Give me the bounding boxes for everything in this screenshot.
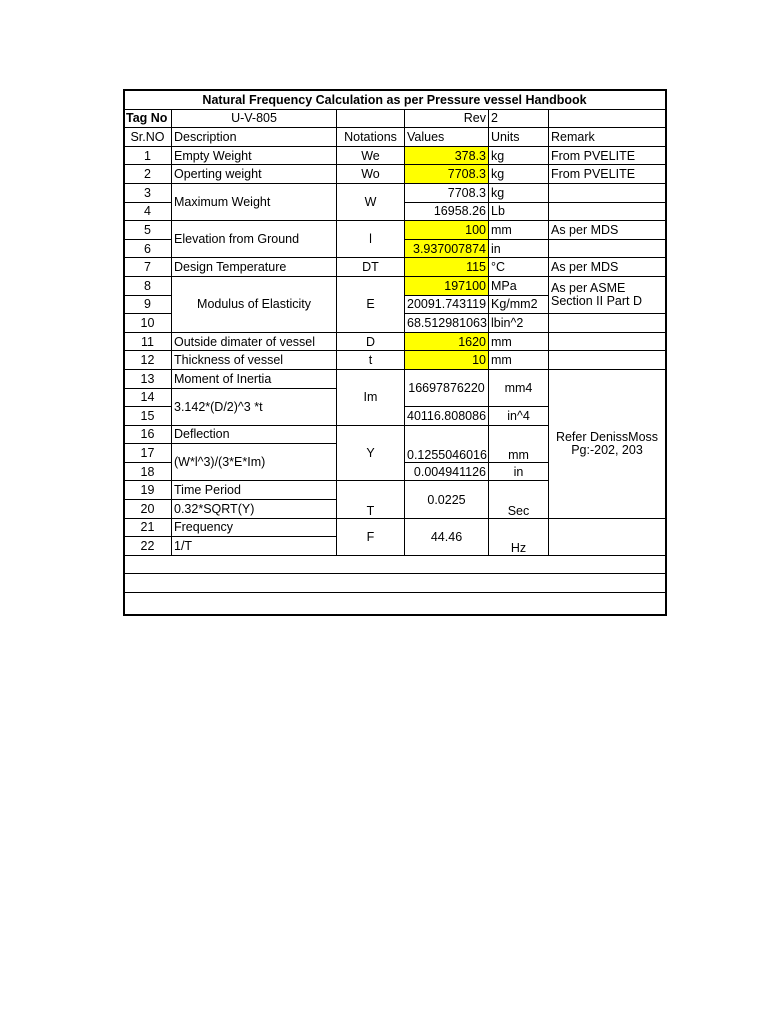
- unit-cell: mm: [489, 425, 549, 462]
- rev-label: Rev: [405, 109, 489, 128]
- unit-cell: in^4: [489, 407, 549, 426]
- value-cell: 16697876220: [405, 369, 489, 406]
- value-cell: 68.512981063: [405, 314, 489, 333]
- remark-cell: As per MDS: [549, 258, 666, 277]
- title-row: [124, 90, 666, 109]
- sr-cell: 8: [124, 276, 172, 295]
- description-cell: Empty Weight: [172, 146, 337, 165]
- description-cell: Design Temperature: [172, 258, 337, 277]
- value-cell: 7708.3: [405, 183, 489, 202]
- sr-cell: 19: [124, 481, 172, 500]
- sr-cell: 5: [124, 221, 172, 240]
- remark-cell: [549, 369, 666, 518]
- unit-cell: kg: [489, 165, 549, 184]
- notation-cell: T: [337, 481, 405, 518]
- value-cell: 16958.26: [405, 202, 489, 221]
- tag-label: Tag No: [124, 109, 172, 128]
- unit-cell: kg: [489, 183, 549, 202]
- unit-cell: in: [489, 462, 549, 481]
- description-cell: Operting weight: [172, 165, 337, 184]
- sr-cell: 13: [124, 369, 172, 388]
- sheet-title: Natural Frequency Calculation as per Pressure vessel Handbook: [124, 90, 666, 109]
- value-cell: 0.1255046016: [405, 425, 489, 462]
- unit-cell: in: [489, 239, 549, 258]
- notation-cell: Y: [337, 425, 405, 481]
- unit-cell: Sec: [489, 481, 549, 518]
- unit-cell: lbin^2: [489, 314, 549, 333]
- rev-value: 2: [489, 109, 549, 128]
- sr-cell: 18: [124, 462, 172, 481]
- description-cell: Frequency: [172, 518, 337, 537]
- notation-cell: F: [337, 518, 405, 555]
- sr-cell: 14: [124, 388, 172, 407]
- sr-cell: 4: [124, 202, 172, 221]
- header-values: Values: [405, 128, 489, 147]
- remark-line: Section II Part D: [551, 294, 643, 309]
- calculation-sheet: [123, 89, 665, 614]
- value-cell: 0.004941126: [405, 462, 489, 481]
- description-cell: 1/T: [172, 537, 337, 556]
- remark-cell: [549, 518, 666, 555]
- remark-line: Pg:-202, 203: [571, 442, 643, 457]
- sr-cell: 15: [124, 407, 172, 426]
- value-cell: 20091.743119: [405, 295, 489, 314]
- notation-cell: D: [337, 332, 405, 351]
- value-cell: 197100: [405, 276, 489, 295]
- unit-cell: mm: [489, 221, 549, 240]
- description-cell: Maximum Weight: [172, 183, 337, 220]
- unit-cell: Lb: [489, 202, 549, 221]
- header-description: Description: [172, 128, 337, 147]
- notation-cell: l: [337, 221, 405, 258]
- unit-cell: MPa: [489, 276, 549, 295]
- value-cell: 3.937007874: [405, 239, 489, 258]
- sr-cell: 20: [124, 500, 172, 519]
- remark-cell: [549, 183, 666, 202]
- value-cell: 0.0225: [405, 481, 489, 518]
- remark-cell: [549, 332, 666, 351]
- sr-cell: 10: [124, 314, 172, 333]
- value-cell: 115: [405, 258, 489, 277]
- tag-empty-cell: [337, 109, 405, 128]
- remark-cell: [549, 202, 666, 221]
- unit-cell: mm4: [489, 369, 549, 406]
- table-row: [124, 351, 666, 370]
- table-row: [124, 518, 666, 537]
- blank-row: [124, 574, 666, 593]
- table-row: [124, 146, 666, 165]
- description-cell: Deflection: [172, 425, 337, 444]
- sr-cell: 6: [124, 239, 172, 258]
- value-cell: 10: [405, 351, 489, 370]
- table-row: [124, 165, 666, 184]
- notation-cell: Wo: [337, 165, 405, 184]
- unit-cell: Kg/mm2: [489, 295, 549, 314]
- table-row: [124, 258, 666, 277]
- value-cell: 100: [405, 221, 489, 240]
- remark-cell: From PVELITE: [549, 146, 666, 165]
- remark-cell: [549, 351, 666, 370]
- notation-cell: t: [337, 351, 405, 370]
- unit-cell: mm: [489, 351, 549, 370]
- header-remark: Remark: [549, 128, 666, 147]
- value-cell: 7708.3: [405, 165, 489, 184]
- table-row: [124, 183, 666, 202]
- sr-cell: 17: [124, 444, 172, 463]
- sr-cell: 12: [124, 351, 172, 370]
- remark-line: Refer DenissMoss: [555, 429, 659, 444]
- header-units: Units: [489, 128, 549, 147]
- tag-value: U-V-805: [172, 109, 337, 128]
- tag-row: [124, 109, 666, 128]
- sr-cell: 9: [124, 295, 172, 314]
- sr-cell: 7: [124, 258, 172, 277]
- sr-cell: 21: [124, 518, 172, 537]
- description-cell: (W*l^3)/(3*E*Im): [172, 444, 337, 481]
- table-row: [124, 332, 666, 351]
- notation-cell: We: [337, 146, 405, 165]
- notation-cell: E: [337, 276, 405, 332]
- remark-line: As per ASME: [551, 281, 626, 296]
- description-cell: Time Period: [172, 481, 337, 500]
- value-cell: 40116.808086: [405, 407, 489, 426]
- description-cell: Moment of Inertia: [172, 369, 337, 388]
- remark-cell: [549, 239, 666, 258]
- description-cell: Elevation from Ground: [172, 221, 337, 258]
- table-row: [124, 221, 666, 240]
- blank-cell: [124, 574, 666, 593]
- description-cell: Outside dimater of vessel: [172, 332, 337, 351]
- header-srno: Sr.NO: [124, 128, 172, 147]
- notation-cell: Im: [337, 369, 405, 425]
- description-cell: Modulus of Elasticity: [172, 276, 337, 332]
- unit-cell: kg: [489, 146, 549, 165]
- sr-cell: 3: [124, 183, 172, 202]
- header-notations: Notations: [337, 128, 405, 147]
- description-cell: 3.142*(D/2)^3 *t: [172, 388, 337, 425]
- table-row: [124, 276, 666, 295]
- remark-cell: From PVELITE: [549, 165, 666, 184]
- sr-cell: 2: [124, 165, 172, 184]
- remark-cell: [549, 314, 666, 333]
- blank-row: [124, 555, 666, 574]
- sr-cell: 16: [124, 425, 172, 444]
- sr-cell: 11: [124, 332, 172, 351]
- blank-cell: [124, 555, 666, 574]
- value-cell: 1620: [405, 332, 489, 351]
- calculation-table: [123, 89, 666, 593]
- sr-cell: 22: [124, 537, 172, 556]
- rev-empty-cell: [549, 109, 666, 128]
- description-cell: Thickness of vessel: [172, 351, 337, 370]
- unit-cell: °C: [489, 258, 549, 277]
- description-cell: 0.32*SQRT(Y): [172, 500, 337, 519]
- value-cell: 44.46: [405, 518, 489, 555]
- table-row: [124, 369, 666, 388]
- header-row: [124, 128, 666, 147]
- notation-cell: W: [337, 183, 405, 220]
- unit-cell: Hz: [489, 518, 549, 555]
- notation-cell: DT: [337, 258, 405, 277]
- remark-cell: As per MDS: [549, 221, 666, 240]
- value-cell: 378.3: [405, 146, 489, 165]
- sr-cell: 1: [124, 146, 172, 165]
- unit-cell: mm: [489, 332, 549, 351]
- remark-cell: [549, 276, 666, 313]
